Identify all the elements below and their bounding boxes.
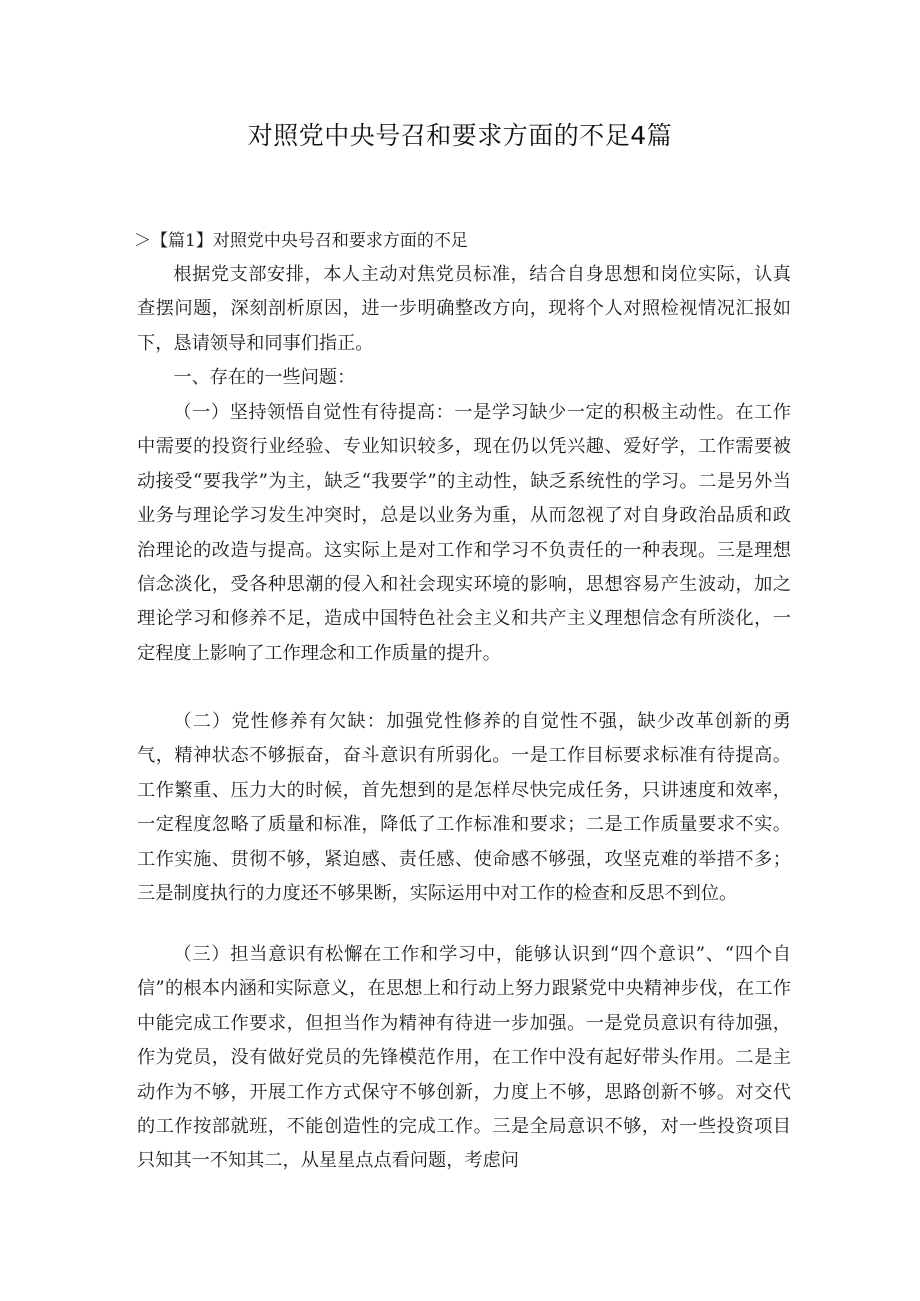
problem-item-3: （三）担当意识有松懈在工作和学习中，能够认识到“四个意识”、“四个自信”的根本内涵和实际意义，在思想上和行动上努力跟紧党中央精神步伐，在工作中能完成工作要求，但担当作为精神有待进一步加强。一是党员意识有待加强，作为党员，没有做好党员的先锋模范作用，在工作中没有起好带头作用。二是主动作为不够，开展工作方式保守不够创新，力度上不够，思路创新不够。对交代的工作按部就班，不能创造性的完成工作。三是全局意识不够，对一些投资项目只知其一不知其二，从星星点点看问题，考虑问 — [137, 944, 791, 1172]
intro-paragraph: 根据党支部安排，本人主动对焦党员标准，结合自身思想和岗位实际，认真查摆问题，深刻剖析原因，进一步明确整改方向，现将个人对照检视情况汇报如下，恳请领导和同事们指正。 — [137, 264, 791, 354]
heading-existing-problems: 一、存在的一些问题： — [173, 367, 356, 388]
problem-item-1: （一）坚持领悟自觉性有待提高：一是学习缺少一定的积极主动性。在工作中需要的投资行业经验、专业知识较多，现在仍以凭兴趣、爱好学，工作需要被动接受“要我学”为主，缺乏“我要学”的主动性，缺乏系统性的学习。二是另外当业务与理论学习发生冲突时，总是以业务为重，从而忽视了对自身政治品质和政治理论的改造与提高。这实际上是对工作和学习不负责任的一种表现。三是理想信念淡化，受各种思潮的侵入和社会现实环境的影响，思想容易产生波动，加之理论学习和修养不足，造成中国特色社会主义和共产主义理想信念有所淡化，一定程度上影响了工作理念和工作质量的提升。 — [137, 402, 791, 664]
problem-item-2: （二）党性修养有欠缺：加强党性修养的自觉性不强，缺少改革创新的勇气，精神状态不够振奋，奋斗意识有所弱化。一是工作目标要求标准有待提高。工作繁重、压力大的时候，首先想到的是怎样尽快完成任务，只讲速度和效率，一定程度忽略了质量和标准，降低了工作标准和要求；二是工作质量要求不实。工作实施、贯彻不够，紧迫感、责任感、使命感不够强，攻坚克难的举措不多；三是制度执行的力度还不够果断，实际运用中对工作的检查和反思不到位。 — [137, 711, 791, 905]
document-title: 对照党中央号召和要求方面的不足4篇 — [247, 121, 673, 150]
section-heading: ＞【篇1】对照党中央号召和要求方面的不足 — [134, 231, 468, 251]
